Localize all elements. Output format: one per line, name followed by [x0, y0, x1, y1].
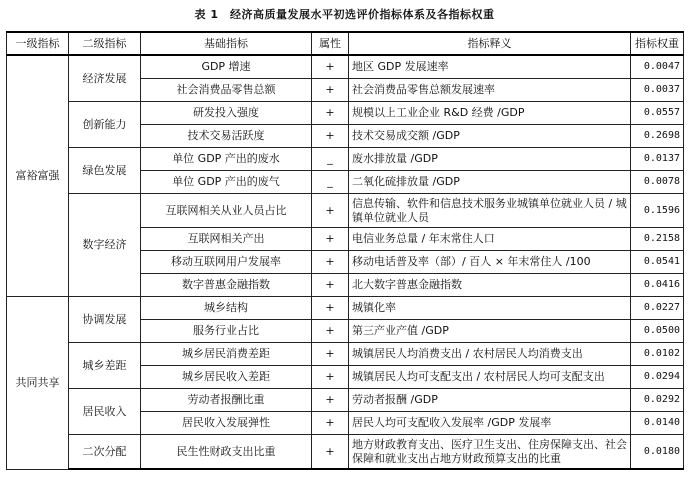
- table-row: [7, 389, 684, 412]
- weight-cell: 0.0294: [631, 366, 684, 389]
- level2-cell: 居民收入: [69, 389, 141, 435]
- weight-cell: 0.0541: [631, 251, 684, 274]
- indicator-table: [6, 31, 684, 470]
- table-caption: 表 1 经济高质量发展水平初选评价指标体系及各指标权重: [194, 8, 495, 21]
- level1-cell: 富裕富强: [7, 55, 69, 297]
- attribute-cell: +: [312, 343, 349, 366]
- weight-cell: 0.0102: [631, 343, 684, 366]
- basic-indicator-cell: 劳动者报酬比重: [141, 389, 312, 412]
- basic-indicator-cell: 单位 GDP 产出的废气: [141, 171, 312, 194]
- table-row: [7, 297, 684, 320]
- explanation-cell: 城镇居民人均消费支出 / 农村居民人均消费支出: [349, 343, 631, 366]
- weight-cell: 0.0180: [631, 435, 684, 470]
- table-row: [7, 148, 684, 171]
- level2-cell: 协调发展: [69, 297, 141, 343]
- level2-cell: 经济发展: [69, 55, 141, 102]
- weight-cell: 0.0292: [631, 389, 684, 412]
- attribute-cell: +: [312, 194, 349, 228]
- explanation-cell: 地方财政教育支出、医疗卫生支出、住房保障支出、社会保障和就业支出占地方财政预算支出的比重: [349, 435, 631, 470]
- basic-indicator-cell: 城乡居民收入差距: [141, 366, 312, 389]
- level2-cell: 绿色发展: [69, 148, 141, 194]
- attribute-cell: +: [312, 102, 349, 125]
- level2-cell: 城乡差距: [69, 343, 141, 389]
- weight-cell: 0.0137: [631, 148, 684, 171]
- weight-cell: 0.2158: [631, 228, 684, 251]
- explanation-cell: 地区 GDP 发展速率: [349, 55, 631, 79]
- basic-indicator-cell: 城乡结构: [141, 297, 312, 320]
- weight-cell: 0.0557: [631, 102, 684, 125]
- basic-indicator-cell: 互联网相关产出: [141, 228, 312, 251]
- attribute-cell: +: [312, 274, 349, 297]
- basic-indicator-cell: 服务行业占比: [141, 320, 312, 343]
- explanation-cell: 社会消费品零售总额发展速率: [349, 79, 631, 102]
- weight-cell: 0.0500: [631, 320, 684, 343]
- header-explain: 指标释义: [349, 32, 631, 55]
- attribute-cell: +: [312, 412, 349, 435]
- basic-indicator-cell: GDP 增速: [141, 55, 312, 79]
- table-row: [7, 194, 684, 228]
- header-level2: 二级指标: [69, 32, 141, 55]
- attribute-cell: +: [312, 366, 349, 389]
- attribute-cell: _: [312, 148, 349, 171]
- header-attr: 属性: [312, 32, 349, 55]
- level2-cell: 数字经济: [69, 194, 141, 297]
- header-level1: 一级指标: [7, 32, 69, 55]
- explanation-cell: 电信业务总量 / 年末常住人口: [349, 228, 631, 251]
- header-basic: 基础指标: [141, 32, 312, 55]
- explanation-cell: 居民人均可支配收入发展率 /GDP 发展率: [349, 412, 631, 435]
- basic-indicator-cell: 研发投入强度: [141, 102, 312, 125]
- weight-cell: 0.0047: [631, 55, 684, 79]
- weight-cell: 0.2698: [631, 125, 684, 148]
- attribute-cell: +: [312, 389, 349, 412]
- attribute-cell: +: [312, 125, 349, 148]
- explanation-cell: 移动电话普及率（部）/ 百人 × 年末常住人 /100: [349, 251, 631, 274]
- attribute-cell: +: [312, 297, 349, 320]
- explanation-cell: 规模以上工业企业 R&D 经费 /GDP: [349, 102, 631, 125]
- basic-indicator-cell: 居民收入发展弹性: [141, 412, 312, 435]
- explanation-cell: 二氧化硫排放量 /GDP: [349, 171, 631, 194]
- weight-cell: 0.0227: [631, 297, 684, 320]
- weight-cell: 0.0140: [631, 412, 684, 435]
- explanation-cell: 信息传输、软件和信息技术服务业城镇单位就业人员 / 城镇单位就业人员: [349, 194, 631, 228]
- table-row: [7, 55, 684, 79]
- basic-indicator-cell: 数字普惠金融指数: [141, 274, 312, 297]
- explanation-cell: 第三产业产值 /GDP: [349, 320, 631, 343]
- attribute-cell: +: [312, 320, 349, 343]
- explanation-cell: 城镇化率: [349, 297, 631, 320]
- basic-indicator-cell: 城乡居民消费差距: [141, 343, 312, 366]
- basic-indicator-cell: 单位 GDP 产出的废水: [141, 148, 312, 171]
- level2-cell: 二次分配: [69, 435, 141, 470]
- table-header-row: [7, 32, 684, 55]
- weight-cell: 0.1596: [631, 194, 684, 228]
- header-weight: 指标权重: [631, 32, 684, 55]
- weight-cell: 0.0416: [631, 274, 684, 297]
- attribute-cell: +: [312, 55, 349, 79]
- table-row: [7, 343, 684, 366]
- weight-cell: 0.0037: [631, 79, 684, 102]
- explanation-cell: 北大数字普惠金融指数: [349, 274, 631, 297]
- attribute-cell: +: [312, 435, 349, 470]
- basic-indicator-cell: 移动互联网用户发展率: [141, 251, 312, 274]
- attribute-cell: +: [312, 228, 349, 251]
- basic-indicator-cell: 民生性财政支出比重: [141, 435, 312, 470]
- basic-indicator-cell: 互联网相关从业人员占比: [141, 194, 312, 228]
- weight-cell: 0.0078: [631, 171, 684, 194]
- attribute-cell: +: [312, 79, 349, 102]
- explanation-cell: 技术交易成交额 /GDP: [349, 125, 631, 148]
- level2-cell: 创新能力: [69, 102, 141, 148]
- explanation-cell: 城镇居民人均可支配支出 / 农村居民人均可支配支出: [349, 366, 631, 389]
- table-row: [7, 102, 684, 125]
- basic-indicator-cell: 社会消费品零售总额: [141, 79, 312, 102]
- basic-indicator-cell: 技术交易活跃度: [141, 125, 312, 148]
- table-row: [7, 435, 684, 470]
- attribute-cell: +: [312, 251, 349, 274]
- table-body: [7, 55, 684, 469]
- explanation-cell: 劳动者报酬 /GDP: [349, 389, 631, 412]
- attribute-cell: _: [312, 171, 349, 194]
- explanation-cell: 废水排放量 /GDP: [349, 148, 631, 171]
- level1-cell: 共同共享: [7, 297, 69, 470]
